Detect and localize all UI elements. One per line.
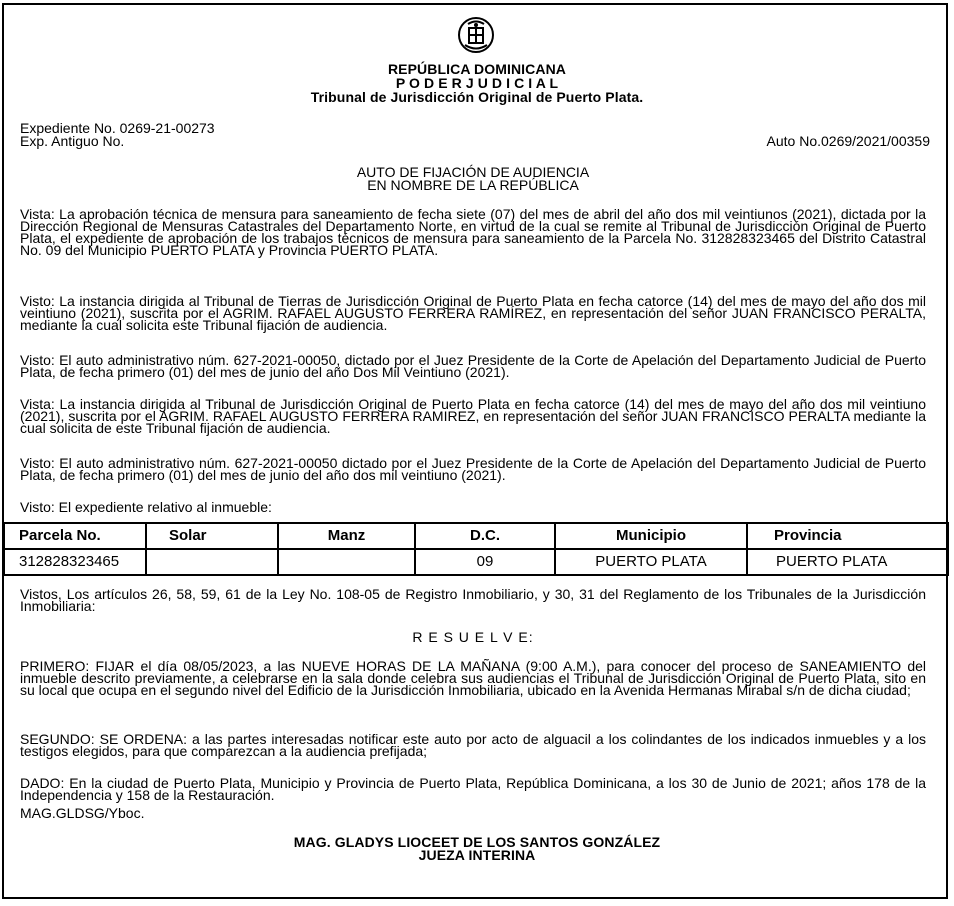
header-court: Tribunal de Jurisdicción Original de Puerto Plata. — [310, 89, 644, 105]
paragraph-vista-mensura: Vista: La aprobación técnica de mensura para saneamiento de fecha siete (07) del mes de abril del año dos mil veintiunos (2021), dictada por la Dirección Regional de Mensuras Catastrales del Departamento Norte, en virtud de la cual se remite al Tribunal de Jurisdicción Original de Puerto Plata, el expediente de aprobación de los trabajos técnicos de mensura para saneamiento de la Parcela No. 312828323465 del Distrito Catastral No. 09 del Municipio PUERTO PLATA y Provincia PUERTO PLATA. — [20, 206, 926, 258]
paragraph-visto-instancia: Visto: La instancia dirigida al Tribunal de Tierras de Jurisdicción Original de Puerto Plata en fecha catorce (14) del mes de mayo del año dos mil veintiuno (2021), suscrita por el AGRIM. RAFAEL AUGUSTO FERRERA RAMÍREZ, en representación del señor JUAN FRANCISCO PERALTA, mediante la cual solicita este Tribunal fijación de audiencia. — [20, 293, 926, 333]
paragraph-primero: PRIMERO: FIJAR el día 08/05/2023, a las NUEVE HORAS DE LA MAÑANA (9:00 A.M.), para conocer del proceso de SANEAMIENTO del inmueble descrito previamente, a celebrarse en la sala donde celebra sus audiencias el Tribunal de Jurisdicción Original de Puerto Plata, sito en su local que ocupa en el segundo nivel del Edificio de la Jurisdicción Inmobiliaria, ubicado en la Avenida Hermanas Mirabal s/n de dicha ciudad; — [20, 658, 926, 698]
paragraph-visto-auto-2: Visto: El auto administrativo núm. 627-2021-00050 dictado por el Juez Presidente de la Corte de Apelación del Departamento Judicial de Puerto Plata, de fecha primero (01) del mes de junio del año dos mil veintiuno (2021). — [20, 455, 926, 483]
table-cell-parcela: 312828323465 — [4, 549, 146, 575]
resuelve-heading: R E S U E L V E: — [412, 629, 534, 645]
paragraph-visto-expediente: Visto: El expediente relativo al inmueble: — [20, 499, 272, 515]
table-header-row — [4, 523, 948, 549]
table-header: Provincia — [747, 523, 948, 549]
coat-of-arms-seal — [456, 15, 496, 55]
document-title: AUTO DE FIJACIÓN DE AUDIENCIA — [356, 164, 590, 180]
table-header: Municipio — [555, 523, 747, 549]
auto-number: Auto No.0269/2021/00359 — [766, 133, 930, 149]
table-header: Parcela No. — [4, 523, 146, 549]
paragraph-visto-auto: Visto: El auto administrativo núm. 627-2021-00050, dictado por el Juez Presidente de la Corte de Apelación del Departamento Judicial de Puerto Plata, de fecha primero (01) del mes de junio del año Dos Mil Veintiuno (2021). — [20, 352, 926, 380]
header-branch: P O D E R J U D I C I A L — [395, 75, 559, 91]
header-country: REPÚBLICA DOMINICANA — [387, 61, 567, 77]
initials: MAG.GLDSG/Yboc. — [20, 805, 145, 821]
property-table — [3, 522, 949, 576]
table-header: D.C. — [415, 523, 555, 549]
paragraph-dado: DADO: En la ciudad de Puerto Plata, Municipio y Provincia de Puerto Plata, República Dominicana, a los 30 de Junio de 2021; años 178 de la Independencia y 158 de la Restauración. — [20, 775, 926, 803]
expediente-number: Expediente No. 0269-21-00273 — [20, 120, 215, 136]
paragraph-vistos-articulos: Vistos, Los artículos 26, 58, 59, 61 de la Ley No. 108-05 de Registro Inmobiliario, y 30, 31 del Reglamento de los Tribunales de la Jurisdicción Inmobiliaria: — [20, 586, 926, 614]
table-header: Solar — [146, 523, 278, 549]
signature-name: MAG. GLADYS LIOCEET DE LOS SANTOS GONZÁLEZ — [293, 834, 661, 850]
signature-role: JUEZA INTERINA — [418, 847, 536, 863]
table-cell-manz — [278, 549, 415, 575]
paragraph-vista-instancia: Vista: La instancia dirigida al Tribunal de Jurisdicción Original de Puerto Plata en fecha catorce (14) del mes de mayo del año dos mil veintiuno (2021), suscrita por el AGRIM. RAFAEL AUGUSTO FERRERA RAMIREZ, en representación del señor JUAN FRANCISCO PERALTA mediante la cual solicita de este Tribunal fijación de audiencia. — [20, 396, 926, 436]
table-row — [4, 549, 948, 575]
document-subtitle: EN NOMBRE DE LA REPÚBLICA — [367, 177, 579, 193]
table-cell-dc: 09 — [415, 549, 555, 575]
paragraph-segundo: SEGUNDO: SE ORDENA: a las partes interesadas notificar este auto por acto de alguacil a los colindantes de los indicados inmuebles y a los testigos elegidos, para que comparezcan a la audiencia prefijada; — [20, 731, 926, 759]
table-cell-municipio: PUERTO PLATA — [555, 549, 747, 575]
table-cell-solar — [146, 549, 278, 575]
table-cell-provincia: PUERTO PLATA — [747, 549, 948, 575]
expediente-antiguo: Exp. Antiguo No. — [20, 133, 125, 149]
table-header: Manz — [278, 523, 415, 549]
